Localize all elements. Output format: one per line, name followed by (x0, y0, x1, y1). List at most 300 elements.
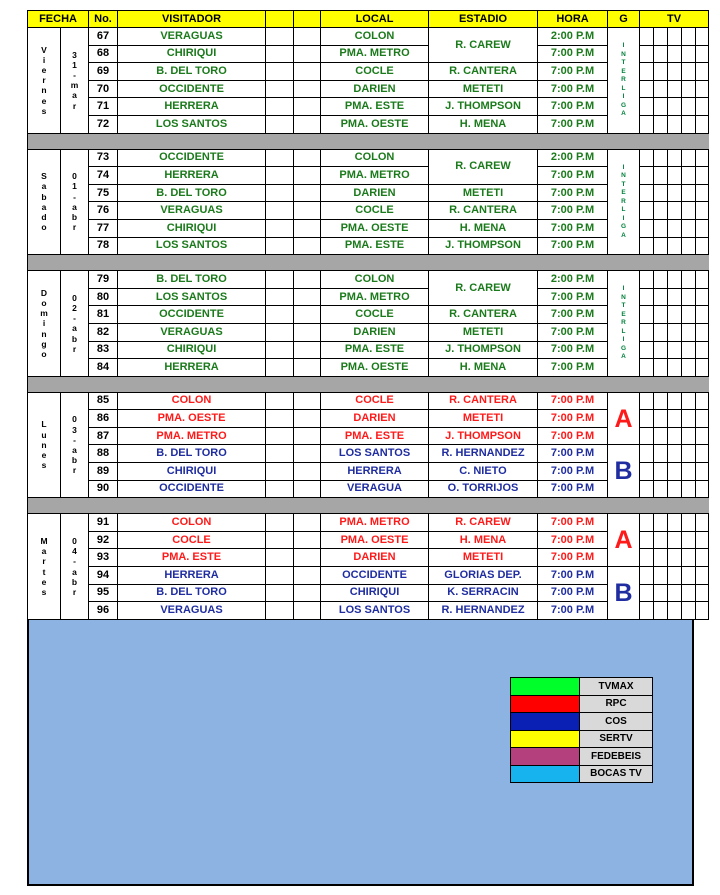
game-time: 7:00 P.M (538, 514, 608, 532)
blank-cell (294, 63, 321, 81)
blank-cell (294, 602, 321, 620)
day-name-char: D (40, 287, 48, 298)
legend-swatch (511, 765, 580, 783)
day-date (61, 149, 89, 255)
tv-cell (682, 219, 696, 237)
blank-cell (294, 237, 321, 255)
tv-cell (668, 567, 682, 585)
game-time: 7:00 P.M (538, 549, 608, 567)
game-time: 7:00 P.M (538, 410, 608, 428)
visitor-team: B. DEL TORO (118, 445, 266, 463)
game-number: 91 (89, 514, 118, 532)
day-name-char: M (40, 535, 48, 546)
game-time: 7:00 P.M (538, 584, 608, 602)
game-time: 2:00 P.M (538, 271, 608, 289)
tv-cell (696, 271, 709, 289)
local-team: DARIEN (321, 184, 429, 202)
stadium: H. MENA (429, 359, 538, 377)
stadium: R. CAREW (429, 271, 538, 306)
game-time: 7:00 P.M (538, 567, 608, 585)
tv-cell (682, 184, 696, 202)
group-label-char: E (621, 67, 626, 75)
blank-cell (294, 410, 321, 428)
local-team: PMA. METRO (321, 167, 429, 185)
tv-cell (696, 427, 709, 445)
tv-cell (668, 167, 682, 185)
day-name-char: e (41, 450, 47, 461)
blank-cell (294, 80, 321, 98)
tv-cell (668, 531, 682, 549)
day-date-char: r (72, 586, 77, 597)
game-row (28, 445, 709, 463)
game-time: 2:00 P.M (538, 28, 608, 46)
game-number: 68 (89, 45, 118, 63)
tv-cell (682, 427, 696, 445)
local-team: DARIEN (321, 410, 429, 428)
tv-cell (696, 410, 709, 428)
group-label-char: R (621, 76, 626, 84)
day-date-char: a (72, 323, 77, 334)
group-label-char: E (621, 189, 626, 197)
separator-cell (28, 255, 709, 271)
stadium: METETI (429, 184, 538, 202)
game-number: 85 (89, 392, 118, 410)
tv-cell (640, 463, 654, 481)
day-date-char: 3 (72, 49, 77, 60)
header-estadio: ESTADIO (429, 11, 538, 28)
day-name-char: o (41, 348, 47, 359)
tv-cell (696, 288, 709, 306)
game-number: 80 (89, 288, 118, 306)
tv-cell (654, 271, 668, 289)
tv-cell (640, 202, 654, 220)
stadium: J. THOMPSON (429, 98, 538, 116)
game-row (28, 271, 709, 289)
game-number: 88 (89, 445, 118, 463)
visitor-team: LOS SANTOS (118, 288, 266, 306)
local-team: VERAGUA (321, 480, 429, 498)
blank-cell (266, 237, 294, 255)
stadium: R. CAREW (429, 149, 538, 184)
day-separator (28, 133, 709, 149)
group-label-char: R (621, 197, 626, 205)
blank-cell (294, 45, 321, 63)
blank-cell (294, 167, 321, 185)
tv-cell (682, 341, 696, 359)
tv-cell (696, 323, 709, 341)
group-label-char: G (620, 101, 627, 109)
group-label-char: L (621, 327, 626, 335)
game-row (28, 549, 709, 567)
day-name-char: n (41, 439, 47, 450)
tv-cell (668, 480, 682, 498)
tv-cell (696, 359, 709, 377)
blank-cell (266, 202, 294, 220)
game-row (28, 115, 709, 133)
legend-row (511, 678, 653, 696)
tv-cell (682, 392, 696, 410)
tv-cell (654, 167, 668, 185)
blank-cell (266, 602, 294, 620)
blank-cell (266, 549, 294, 567)
tv-cell (696, 531, 709, 549)
tv-cell (654, 445, 668, 463)
day-date-char: b (71, 333, 78, 344)
visitor-team: COCLE (118, 531, 266, 549)
header-visitador: VISITADOR (118, 11, 266, 28)
group-label-char: I (622, 163, 625, 171)
tv-cell (668, 359, 682, 377)
day-name-char: i (42, 318, 46, 329)
game-row (28, 149, 709, 167)
game-number: 90 (89, 480, 118, 498)
tv-cell (668, 80, 682, 98)
blank-cell (294, 28, 321, 46)
blank-cell (266, 149, 294, 167)
day-date (61, 271, 89, 377)
group-letter: B (608, 567, 640, 620)
blank-cell (266, 480, 294, 498)
local-team: PMA. ESTE (321, 98, 429, 116)
game-row (28, 202, 709, 220)
tv-cell (696, 584, 709, 602)
local-team: COLON (321, 271, 429, 289)
tv-cell (682, 63, 696, 81)
visitor-team: HERRERA (118, 167, 266, 185)
day-name-char: n (41, 85, 47, 96)
day-name-char: e (41, 64, 47, 75)
stadium: METETI (429, 80, 538, 98)
tv-cell (682, 602, 696, 620)
visitor-team: CHIRIQUI (118, 463, 266, 481)
day-date-char: - (73, 313, 76, 324)
group-letter: A (608, 392, 640, 445)
blank-cell (266, 184, 294, 202)
tv-cell (654, 323, 668, 341)
stadium: H. MENA (429, 531, 538, 549)
tv-cell (640, 514, 654, 532)
stadium: R. CANTERA (429, 392, 538, 410)
tv-cell (682, 80, 696, 98)
group-label-char: N (621, 172, 626, 180)
game-row (28, 341, 709, 359)
stadium: METETI (429, 410, 538, 428)
day-name-char: o (41, 222, 47, 233)
blank-cell (294, 480, 321, 498)
visitor-team: CHIRIQUI (118, 45, 266, 63)
local-team: PMA. METRO (321, 45, 429, 63)
day-name-char: s (41, 586, 47, 597)
day-name-char: a (41, 201, 47, 212)
group-label-char: I (622, 336, 625, 344)
stadium: R. HERNANDEZ (429, 445, 538, 463)
game-number: 84 (89, 359, 118, 377)
visitor-team: CHIRIQUI (118, 219, 266, 237)
blank-cell (266, 167, 294, 185)
day-date-char: 1 (72, 59, 77, 70)
game-row (28, 584, 709, 602)
group-label-char: G (620, 344, 627, 352)
blank-cell (294, 306, 321, 324)
group-label-char: L (621, 206, 626, 214)
game-row (28, 514, 709, 532)
visitor-team: CHIRIQUI (118, 341, 266, 359)
tv-cell (640, 271, 654, 289)
day-name-char: b (41, 191, 47, 202)
game-row (28, 531, 709, 549)
local-team: PMA. ESTE (321, 341, 429, 359)
blank-cell (294, 427, 321, 445)
game-row (28, 323, 709, 341)
day-date-char: r (72, 343, 77, 354)
game-time: 7:00 P.M (538, 392, 608, 410)
game-number: 72 (89, 115, 118, 133)
tv-cell (654, 359, 668, 377)
game-time: 7:00 P.M (538, 237, 608, 255)
header-local: LOCAL (321, 11, 429, 28)
header-blank-2 (294, 11, 321, 28)
tv-cell (640, 427, 654, 445)
game-number: 86 (89, 410, 118, 428)
game-row (28, 237, 709, 255)
tv-cell (682, 202, 696, 220)
tv-cell (668, 549, 682, 567)
game-time: 7:00 P.M (538, 341, 608, 359)
tv-cell (654, 237, 668, 255)
game-time: 7:00 P.M (538, 184, 608, 202)
tv-cell (654, 219, 668, 237)
local-team: CHIRIQUI (321, 584, 429, 602)
game-number: 92 (89, 531, 118, 549)
day-date-char: r (72, 222, 77, 233)
game-time: 7:00 P.M (538, 427, 608, 445)
game-number: 95 (89, 584, 118, 602)
group-label-char: I (622, 285, 625, 293)
day-date-char: b (71, 212, 78, 223)
tv-cell (654, 306, 668, 324)
day-date-char: m (70, 80, 79, 91)
stadium: METETI (429, 323, 538, 341)
tv-cell (682, 45, 696, 63)
visitor-team: COLON (118, 514, 266, 532)
tv-cell (696, 45, 709, 63)
tv-cell (668, 115, 682, 133)
group-label-char: I (622, 93, 625, 101)
day-name-char: i (42, 54, 46, 65)
tv-cell (682, 549, 696, 567)
visitor-team: OCCIDENTE (118, 480, 266, 498)
blank-cell (294, 359, 321, 377)
blank-cell (266, 115, 294, 133)
stadium: H. MENA (429, 219, 538, 237)
blank-cell (294, 445, 321, 463)
day-date (61, 28, 89, 134)
tv-cell (640, 549, 654, 567)
game-row (28, 427, 709, 445)
blank-cell (294, 115, 321, 133)
game-row (28, 45, 709, 63)
tv-cell (696, 480, 709, 498)
blank-cell (294, 323, 321, 341)
game-number: 96 (89, 602, 118, 620)
tv-cell (696, 306, 709, 324)
blank-cell (266, 271, 294, 289)
tv-cell (668, 271, 682, 289)
legend-swatch (511, 748, 580, 766)
game-row (28, 219, 709, 237)
tv-cell (654, 80, 668, 98)
day-name-char: s (41, 105, 47, 116)
day-name-char: r (42, 556, 46, 567)
tv-cell (682, 514, 696, 532)
legend-swatch (511, 713, 580, 731)
tv-cell (668, 341, 682, 359)
tv-cell (696, 602, 709, 620)
day-date (61, 514, 89, 620)
local-team: PMA. ESTE (321, 237, 429, 255)
header-g: G (608, 11, 640, 28)
tv-cell (640, 531, 654, 549)
group-label-char: N (621, 293, 626, 301)
tv-cell (668, 184, 682, 202)
tv-cell (640, 445, 654, 463)
stadium: J. THOMPSON (429, 237, 538, 255)
game-time: 7:00 P.M (538, 463, 608, 481)
game-number: 78 (89, 237, 118, 255)
separator-cell (28, 498, 709, 514)
day-date-char: 2 (72, 303, 77, 313)
blank-cell (266, 584, 294, 602)
tv-cell (668, 584, 682, 602)
day-name (28, 28, 61, 134)
blank-cell (294, 184, 321, 202)
tv-legend (510, 677, 653, 783)
local-team: PMA. OESTE (321, 531, 429, 549)
stadium: R. CAREW (429, 28, 538, 63)
tv-cell (696, 549, 709, 567)
group-label-char: T (621, 180, 626, 188)
tv-cell (640, 306, 654, 324)
day-name (28, 149, 61, 255)
day-name-char: S (41, 171, 47, 182)
separator-cell (28, 376, 709, 392)
stadium: R. CANTERA (429, 202, 538, 220)
blank-cell (266, 63, 294, 81)
group-label-char: T (621, 302, 626, 310)
game-row (28, 392, 709, 410)
tv-cell (668, 98, 682, 116)
game-row (28, 359, 709, 377)
tv-cell (682, 288, 696, 306)
local-team: PMA. METRO (321, 514, 429, 532)
visitor-team: LOS SANTOS (118, 115, 266, 133)
game-row (28, 480, 709, 498)
tv-cell (654, 63, 668, 81)
game-time: 7:00 P.M (538, 63, 608, 81)
tv-cell (640, 359, 654, 377)
tv-cell (640, 184, 654, 202)
game-number: 83 (89, 341, 118, 359)
tv-cell (640, 115, 654, 133)
tv-cell (696, 202, 709, 220)
tv-cell (668, 392, 682, 410)
day-date-char: 0 (72, 171, 77, 182)
game-time: 7:00 P.M (538, 202, 608, 220)
group-label-char: E (621, 310, 626, 318)
game-number: 82 (89, 323, 118, 341)
visitor-team: B. DEL TORO (118, 271, 266, 289)
tv-cell (668, 463, 682, 481)
blank-cell (294, 531, 321, 549)
game-time: 7:00 P.M (538, 306, 608, 324)
game-time: 7:00 P.M (538, 167, 608, 185)
blank-cell (294, 288, 321, 306)
blank-cell (266, 410, 294, 428)
tv-cell (696, 98, 709, 116)
stadium: J. THOMPSON (429, 341, 538, 359)
blank-cell (266, 427, 294, 445)
game-number: 79 (89, 271, 118, 289)
day-date-char: - (73, 191, 76, 202)
game-time: 7:00 P.M (538, 445, 608, 463)
group-letter: A (608, 514, 640, 567)
game-time: 7:00 P.M (538, 45, 608, 63)
tv-cell (696, 115, 709, 133)
game-row (28, 98, 709, 116)
tv-cell (682, 445, 696, 463)
blank-cell (266, 219, 294, 237)
blank-cell (266, 392, 294, 410)
game-number: 71 (89, 98, 118, 116)
tv-cell (640, 149, 654, 167)
local-team: PMA. OESTE (321, 359, 429, 377)
legend-row (511, 713, 653, 731)
tv-cell (696, 463, 709, 481)
game-row (28, 567, 709, 585)
stadium: H. MENA (429, 115, 538, 133)
game-number: 93 (89, 549, 118, 567)
visitor-team: LOS SANTOS (118, 237, 266, 255)
tv-cell (640, 341, 654, 359)
local-team: COLON (321, 149, 429, 167)
tv-cell (696, 63, 709, 81)
tv-cell (640, 567, 654, 585)
tv-cell (640, 167, 654, 185)
day-name (28, 271, 61, 377)
header-row (28, 11, 709, 28)
tv-cell (654, 531, 668, 549)
tv-cell (668, 149, 682, 167)
tv-cell (668, 514, 682, 532)
tv-cell (682, 463, 696, 481)
tv-cell (682, 28, 696, 46)
local-team: PMA. OESTE (321, 115, 429, 133)
group-label-char: A (621, 353, 626, 361)
header-blank-1 (266, 11, 294, 28)
tv-cell (696, 184, 709, 202)
blank-cell (266, 306, 294, 324)
tv-cell (654, 410, 668, 428)
visitor-team: PMA. OESTE (118, 410, 266, 428)
visitor-team: OCCIDENTE (118, 149, 266, 167)
tv-cell (654, 115, 668, 133)
tv-cell (654, 341, 668, 359)
tv-cell (696, 28, 709, 46)
tv-cell (640, 602, 654, 620)
visitor-team: VERAGUAS (118, 323, 266, 341)
day-date-char: 0 (72, 292, 77, 303)
legend-name: FEDEBEIS (580, 748, 653, 766)
